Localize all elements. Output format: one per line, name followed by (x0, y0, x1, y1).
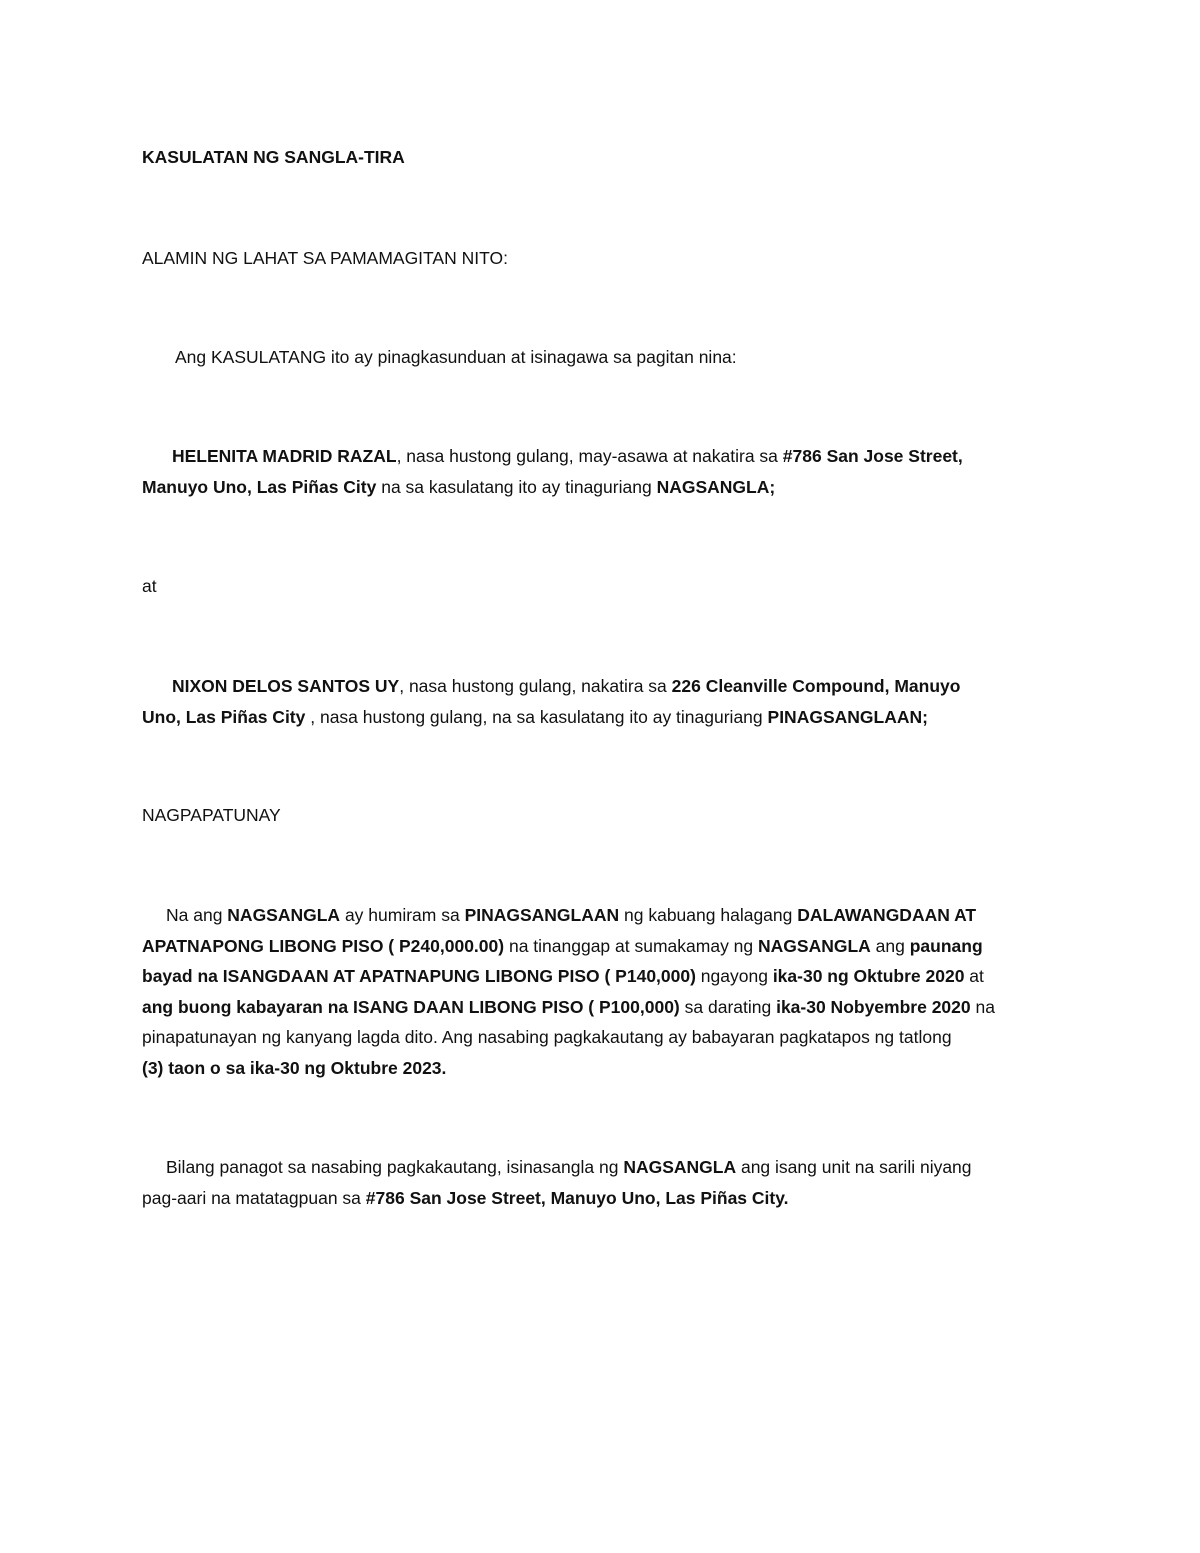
para1-line2: APATNAPONG LIBONG PISO ( P240,000.00) na tinanggap at sumakamay ng NAGSANGLA ang paunang (142, 936, 983, 956)
conjunction: at (142, 576, 157, 596)
para1-line3: bayad na ISANGDAAN AT APATNAPUNG LIBONG PISO ( P140,000) ngayong ika-30 ng Oktubre 2020 at (142, 966, 984, 986)
para2-line2: pag-aari na matatagpuan sa #786 San Jose Street, Manuyo Uno, Las Piñas City. (142, 1188, 789, 1208)
intro-paragraph: Ang KASULATANG ito ay pinagkasunduan at isinagawa sa pagitan nina: (175, 347, 737, 367)
document-title: KASULATAN NG SANGLA-TIRA (142, 147, 405, 167)
section-heading: NAGPAPATUNAY (142, 805, 281, 825)
para1-line6: (3) taon o sa ika-30 ng Oktubre 2023. (142, 1058, 447, 1078)
para1-line5: pinapatunayan ng kanyang lagda dito. Ang nasabing pagkakautang ay babayaran pagkatapos ng tatlong (142, 1027, 952, 1047)
party2-line2: Uno, Las Piñas City , nasa hustong gulang, na sa kasulatang ito ay tinaguriang PINAGSANGLAAN; (142, 707, 928, 727)
para2-line1: Bilang panagot sa nasabing pagkakautang, isinasangla ng NAGSANGLA ang isang unit na sarili niyang (166, 1157, 972, 1177)
party1-line2: Manuyo Uno, Las Piñas City na sa kasulatang ito ay tinaguriang NAGSANGLA; (142, 477, 776, 497)
document-heading: ALAMIN NG LAHAT SA PAMAMAGITAN NITO: (142, 248, 508, 268)
para1-line1: Na ang NAGSANGLA ay humiram sa PINAGSANGLAAN ng kabuang halagang DALAWANGDAAN AT (166, 905, 977, 925)
para1-line4: ang buong kabayaran na ISANG DAAN LIBONG PISO ( P100,000) sa darating ika-30 Nobyembre 2020 na (142, 997, 995, 1017)
party2-line1: NIXON DELOS SANTOS UY, nasa hustong gulang, nakatira sa 226 Cleanville Compound, Manuyo (172, 676, 961, 696)
party1-line1: HELENITA MADRID RAZAL, nasa hustong gulang, may-asawa at nakatira sa #786 San Jose Street, (172, 446, 963, 466)
